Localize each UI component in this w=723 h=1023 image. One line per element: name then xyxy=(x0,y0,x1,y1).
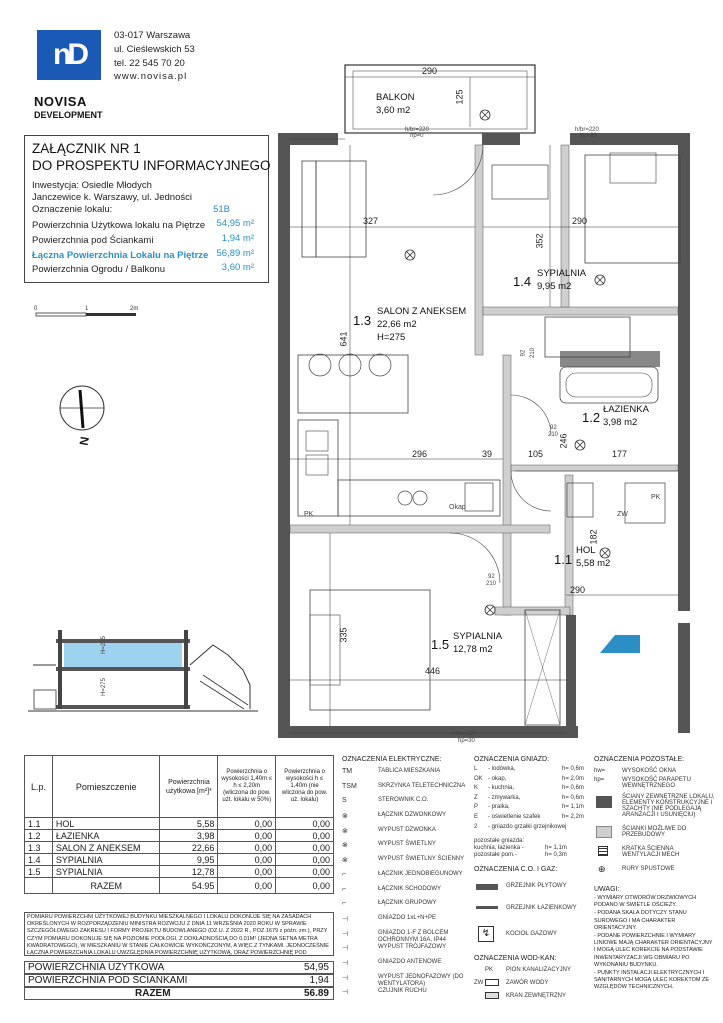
cell-low: 0,00 xyxy=(276,842,334,854)
col-low: Powierzchnia o wysokości h ≤ 1,40m (nie wliczona do pow. uż. lokalu) xyxy=(276,756,334,818)
legend-electrical-text: STEROWNIK C.O. xyxy=(378,797,429,804)
co-gas-boiler: KOCIOŁ GAZOWY xyxy=(506,931,558,937)
legend-electrical-symbol: ⊗ xyxy=(342,827,348,835)
other-partition: ŚCIANKI MOŻLIWE DO PRZEBUDOWY xyxy=(622,826,687,838)
window-bottom-sill: hp=30 xyxy=(458,738,475,744)
room-bed1-area: 9,95 m2 xyxy=(537,281,572,292)
socket-height: h= 2,2m xyxy=(562,813,584,820)
legend-sockets-title: OZNACZENIA GNIAZD: xyxy=(474,756,550,763)
legend-wodkan-title: OZNACZENIA WOD-KAN: xyxy=(474,955,557,962)
cell-usable: 5,58 xyxy=(160,818,218,830)
legend-socket-item xyxy=(474,814,589,824)
other-structural: ŚCIANY ZEWNĘTRZNE LOKALU, ELEMENTY KONSTRUKCYJNE I SZACHTY (NIE PODLEGAJĄ ARANŻACJI I USUNIĘCIU) xyxy=(622,794,715,818)
legend-electrical-text: CZUJNIK RUCHU xyxy=(378,988,427,995)
legend-electrical-text: ŁĄCZNIK DZWONKOWY xyxy=(378,812,447,819)
socket-key: P xyxy=(474,804,479,811)
legend-electrical-text: ŁĄCZNIK JEDNOBIEGUNOWY xyxy=(378,870,463,877)
legend-electrical-item xyxy=(342,812,472,827)
usable-value: 54,95 m² xyxy=(216,218,254,229)
room-bed2-name: SYPIALNIA xyxy=(453,631,503,642)
sum-usable-row xyxy=(24,961,334,974)
legend-electrical-item xyxy=(342,900,472,915)
dim-balcony-height: 125 xyxy=(454,89,465,105)
sockets-rest-kitchen: kuchnia, łazienka - xyxy=(474,845,524,851)
partition-wall-icon xyxy=(596,826,612,838)
legend-electrical-item xyxy=(342,974,472,989)
cell-room: HOL xyxy=(52,818,160,830)
usable-label: Powierzchnia Użytkowa lokalu na Piętrze xyxy=(32,220,206,231)
address-line-2: ul. Cieślewskich 53 xyxy=(114,44,195,55)
brand-name: NOVISA xyxy=(34,94,87,109)
sockets-rest-other-h: h= 0,3m xyxy=(545,852,567,858)
door-width-3: 92 xyxy=(488,574,495,580)
info-title-1: ZAŁĄCZNIK NR 1 xyxy=(32,141,141,156)
legend-socket-item xyxy=(474,824,589,834)
dim-290-bottom: 290 xyxy=(570,585,586,595)
cell-lp: 1.4 xyxy=(25,854,53,866)
room-salon-area: 22,66 m2 xyxy=(377,319,417,330)
legend-electrical-symbol: ⊣ xyxy=(342,974,349,982)
cell-usable: 22,66 xyxy=(160,842,218,854)
door-height-3: 210 xyxy=(486,581,497,587)
socket-desc: - zmywarka, xyxy=(488,794,521,801)
legend-electrical-text: SKRZYNKA TELETECHNICZNA xyxy=(378,782,466,789)
col-room: Pomieszczenie xyxy=(52,756,160,818)
table-total-row xyxy=(25,878,334,894)
legend-co-title: OZNACZENIA C.O. I GAZ: xyxy=(474,866,558,873)
pipe-pk-1: PK xyxy=(304,511,314,518)
total-mid: 0,00 xyxy=(218,878,276,894)
cell-low: 0,00 xyxy=(276,830,334,842)
legend-electrical-text: WYPUST JEDNOFAZOWY (DO WENTYLATORA) xyxy=(378,973,464,987)
water-valve-icon xyxy=(485,979,499,986)
other-vent: KRATKA ŚCIENNA WENTYLACJI MECH xyxy=(622,846,680,858)
structural-wall-icon xyxy=(596,796,612,808)
notes-list xyxy=(594,895,714,993)
legend-sockets xyxy=(474,766,589,833)
socket-key: E xyxy=(474,813,479,820)
socket-height: h= 2,0m xyxy=(562,775,584,782)
window-bottom-height: h/br=190 xyxy=(452,731,476,737)
table-row xyxy=(25,830,334,842)
window-1-height: h/br=220 xyxy=(405,127,429,133)
socket-desc: - oświetlenie szafek xyxy=(488,813,541,820)
legend-electrical-text: ŁĄCZNIK GRUPOWY xyxy=(378,900,437,907)
room-bath-name: ŁAZIENKA xyxy=(603,404,649,415)
room-bed2-number: 1.5 xyxy=(431,637,450,652)
legend-electrical-symbol: ⊣ xyxy=(342,915,349,923)
window-2-height: h/br=220 xyxy=(575,127,599,133)
other-hw-key: hw= xyxy=(594,768,606,774)
dim-352: 352 xyxy=(534,233,545,249)
socket-desc: - gniazdo grzałki grzejnikowej xyxy=(488,823,567,830)
north-label: N xyxy=(76,435,92,447)
legend-electrical-text: WYPUST ŚWIETLNY ŚCIENNY xyxy=(378,856,465,863)
legend-socket-item xyxy=(474,795,589,805)
gas-boiler-icon: ↯ xyxy=(478,926,494,942)
dim-balcony-width: 290 xyxy=(422,66,438,76)
info-title-2: DO PROSPEKTU INFORMACYJNEGO xyxy=(32,158,271,173)
panel-radiator-icon xyxy=(476,884,498,890)
measurement-note: POMIARU POWIERZCHNI UŻYTKOWEJ BUDYNKU MIESZKALNEGO I LOKALU DOKONUJE SIĘ NA ZASADACH OKREŚLONYCH W ROZPORZĄDZENIU MINISTRA ROZWOJU Z DNIA 11 WRZEŚNIA 2020 ROKU W SPRAWIE SZCZEGÓŁOWEGO ZAKRESU I FORMY PROJEKTU BUDOWLANEGO (DZ.U. Z 2022 R., POZ.1679 z późn. zm.), PRZY CZYM POMIARU DOKONUJE SIĘ NA POZIOMIE PODŁOGI, Z DOKŁADNOŚCIĄ DO 0,01M² (JEDNA SETNA METRA KWADRATOWEGO), W MIESZKANIU W STANIE CAŁKOWICIE WYKOŃCZONYM, A WIĘC Z TYNKAMI. JEDNOCZEŚNIE ŁĄCZNA POWIERZCHNIA LOKALU UWZGLĘDNIA POWIERZCHNIĘ UŻYTKOWĄ, ORAZ POWIERZCHNIĘ POD xyxy=(24,912,334,956)
legend-electrical-item xyxy=(342,871,472,886)
dim-446: 446 xyxy=(425,666,441,676)
wodkan-pk-key: PK xyxy=(485,967,494,973)
legend-electrical-symbol: ⊣ xyxy=(342,989,349,997)
notes-title: UWAGI: xyxy=(594,886,620,893)
legend-electrical-symbol: TM xyxy=(342,768,353,775)
dim-177: 177 xyxy=(612,449,628,459)
dim-296: 296 xyxy=(412,449,428,459)
socket-desc: - pralka, xyxy=(488,804,510,811)
investment-name: Inwestycja: Osiedle Młodych xyxy=(32,180,152,191)
note-item: - PODANE POWIERZCHNIE I WYMIARY LINIOWE MAJĄ CHARAKTER ORIENTACYJNY I MOGĄ ULEC KOREKCIE NA PODSTAWIE INWENTARYZACJI WG OBMIARU PO WYKONANIU BUDYNKU. xyxy=(594,933,713,968)
note-item: - PODANA SKALA DOTYCZY STANU SUROWEGO I MA CHARAKTER ORIENTACYJNY. xyxy=(594,910,687,931)
sockets-rest-title: pozostałe gniazda: xyxy=(474,838,525,844)
cell-usable: 9,95 xyxy=(160,854,218,866)
table-row xyxy=(25,854,334,866)
legend-electrical-symbol: TSM xyxy=(342,782,357,790)
dim-641: 641 xyxy=(338,331,349,347)
socket-desc: - lodówka, xyxy=(488,766,516,772)
co-panel-radiator: GRZEJNIK PŁYTOWY xyxy=(506,883,567,889)
scale-0: 0 xyxy=(34,306,38,312)
legend-electrical-symbol: ⊣ xyxy=(342,959,349,967)
scale-1: 1 xyxy=(85,306,89,312)
cell-low: 0,00 xyxy=(276,854,334,866)
cell-lp: 1.5 xyxy=(25,866,53,878)
other-hw: WYSOKOŚĆ OKNA xyxy=(622,768,677,774)
sum-total-label: RAZEM xyxy=(135,988,171,999)
legend-socket-item xyxy=(474,785,589,795)
water-valve-zw: ZW xyxy=(617,511,628,518)
brand-sub: DEVELOPMENT xyxy=(34,110,103,120)
total-label: RAZEM xyxy=(52,878,160,894)
dim-39: 39 xyxy=(482,449,493,459)
room-salon-height: H=275 xyxy=(377,332,406,343)
section-height-upper: H=275 xyxy=(100,636,107,654)
address-line-1: 03-017 Warszawa xyxy=(114,30,191,41)
socket-height: h= 0,6m xyxy=(562,785,584,792)
legend-electrical-symbol: ⌐ xyxy=(342,885,347,893)
sum-total-row xyxy=(24,987,334,1000)
section-height-lower: H=275 xyxy=(100,678,107,696)
wodkan-tap: KRAN ZEWNĘTRZNY xyxy=(506,993,566,999)
cell-lp: 1.1 xyxy=(25,818,53,830)
legend-socket-item xyxy=(474,766,589,776)
legend-electrical-item xyxy=(342,930,472,945)
room-salon-name: SALON Z ANEKSEM xyxy=(377,306,467,317)
cell-room: SYPIALNIA xyxy=(52,866,160,878)
dim-290-top: 290 xyxy=(572,216,588,226)
sum-walls-value: 1,94 xyxy=(309,975,329,986)
vent-grille-icon xyxy=(598,846,608,856)
cell-mid: 0,00 xyxy=(218,830,276,842)
other-hp: WYSOKOŚĆ PARAPETU WEWNĘTRZNEGO xyxy=(622,777,691,789)
cell-room: ŁAZIENKA xyxy=(52,830,160,842)
socket-height: h= 1,1m xyxy=(562,804,584,811)
legend-electrical-text: GNIAZDO 1xL+N+PE xyxy=(378,914,437,921)
balcony-name: BALKON xyxy=(376,92,415,103)
note-item: - PUNKTY INSTALACJI ELEKTRYCZNYCH I SANITARNYCH MOGĄ ULEC KOREKTOM ZE WZGLĘDÓW TECHNICZNYCH. xyxy=(594,970,710,991)
col-usable: Powierzchnia użytkowa [m²]* xyxy=(160,756,218,818)
socket-desc: - kuchnia, xyxy=(488,785,515,792)
building-section-icon xyxy=(28,605,258,720)
table-row xyxy=(25,866,334,878)
sockets-rest-other: pozostałe pom.- xyxy=(474,852,517,858)
novisa-logo: nD xyxy=(37,30,101,80)
legend-electrical-symbol: ⊗ xyxy=(342,857,348,865)
dim-182: 182 xyxy=(588,529,599,545)
legend-electrical-item xyxy=(342,797,472,812)
room-bed1-name: SYPIALNIA xyxy=(537,268,587,279)
legend-electrical-text: TABLICA MIESZKANIA xyxy=(378,768,441,774)
room-area-table xyxy=(24,755,334,894)
legend-electrical-item xyxy=(342,944,472,959)
legend-electrical-text: GNIAZDO ANTENOWE xyxy=(378,958,442,965)
legend-electrical-symbol: ⌐ xyxy=(342,900,347,908)
other-hp-key: hp= xyxy=(594,777,605,783)
legend-electrical-title: OZNACZENIA ELEKTRYCZNE: xyxy=(342,756,442,763)
col-lp: L.p. xyxy=(25,756,53,818)
legend-electrical-item xyxy=(342,768,472,783)
legend-electrical-item xyxy=(342,841,472,856)
dim-105: 105 xyxy=(528,449,544,459)
room-bed1-number: 1.4 xyxy=(513,274,532,289)
legend-electrical-item xyxy=(342,988,472,1003)
garden-value: 3,60 m² xyxy=(221,262,254,273)
sum-usable-label: POWIERZCHNIA UŻYTKOWA xyxy=(28,962,165,973)
downpipe-icon: ⊕ xyxy=(598,864,606,874)
cell-lp: 1.2 xyxy=(25,830,53,842)
legend-electrical-text: WYPUST TRÓJFAZOWY xyxy=(378,944,447,951)
total-value: 56,89 m² xyxy=(216,248,254,259)
total-label: Łączna Powierzchnia Lokalu na Piętrze xyxy=(32,250,209,261)
col-mid: Powierzchnia o wysokości 1,40m ≤ h ≤ 2,20m (wliczona do pow. użt. lokalu w 50%) xyxy=(218,756,276,818)
legend-electrical-item xyxy=(342,915,472,930)
co-bath-radiator: GRZEJNIK ŁAZIENKOWY xyxy=(506,905,577,911)
dim-335: 335 xyxy=(338,627,349,643)
socket-desc: - okap, xyxy=(488,775,507,782)
table-row xyxy=(25,818,334,830)
sum-usable-value: 54,95 xyxy=(303,962,329,973)
legend-electrical xyxy=(342,768,472,1003)
walls-value: 1,94 m² xyxy=(221,233,254,244)
other-downpipe: RURY SPUSTOWE xyxy=(622,866,675,872)
legend-electrical-symbol: ⊗ xyxy=(342,813,348,821)
room-hall-name: HOL xyxy=(576,545,596,556)
legend-electrical-symbol: ⊗ xyxy=(342,842,348,850)
door-width-1: 92 xyxy=(520,349,527,357)
hood-label: Okap xyxy=(449,504,466,511)
legend-electrical-item xyxy=(342,959,472,974)
legend-electrical-symbol: ⌐ xyxy=(342,870,347,878)
socket-key: OK xyxy=(474,775,483,782)
cell-room: SALON Z ANEKSEM xyxy=(52,842,160,854)
total-low: 0,00 xyxy=(276,878,334,894)
cell-usable: 3,98 xyxy=(160,830,218,842)
room-hall-number: 1.1 xyxy=(554,552,573,567)
legend-electrical-item xyxy=(342,783,472,798)
cell-mid: 0,00 xyxy=(218,854,276,866)
door-height-1: 210 xyxy=(530,347,537,359)
legend-electrical-text: WYPUST ŚWIETLNY xyxy=(378,841,436,848)
room-bath-number: 1.2 xyxy=(582,410,601,425)
note-item: - WYMIARY OTWORÓW DRZWIOWYCH PODANO W ŚWIETLE OŚCIEŻY. xyxy=(594,895,697,909)
pipe-pk-2: PK xyxy=(651,494,661,501)
window-1-sill: hp=0 xyxy=(410,133,424,139)
legend-socket-item xyxy=(474,804,589,814)
socket-key: Z xyxy=(474,794,478,801)
garden-label: Powierzchnia Ogrodu / Balkonu xyxy=(32,264,166,275)
scale-2: 2m xyxy=(130,306,139,312)
wodkan-zw: ZAWÓR WODY xyxy=(506,980,549,986)
wodkan-pk: PION KANALIZACYJNY xyxy=(506,967,572,973)
outdoor-tap-icon xyxy=(485,992,499,999)
legend-electrical-symbol: ⊣ xyxy=(342,930,349,938)
sum-walls-label: POWIERZCHNIA POD ŚCIANKAMI xyxy=(28,975,188,986)
legend-electrical-item xyxy=(342,856,472,871)
website-link[interactable]: www.novisa.pl xyxy=(114,71,188,82)
cell-usable: 12,78 xyxy=(160,866,218,878)
room-salon-number: 1.3 xyxy=(353,313,372,328)
dim-327: 327 xyxy=(363,216,379,226)
legend-electrical-item xyxy=(342,886,472,901)
legend-electrical-text: GNIAZDO 1-F Z BOLCEM OCHRONNYM 16A, IP44 xyxy=(378,929,449,943)
legend-other-title: OZNACZENIA POZOSTAŁE: xyxy=(594,756,685,763)
cell-mid: 0,00 xyxy=(218,866,276,878)
dim-246: 246 xyxy=(558,433,569,449)
door-width-2: 92 xyxy=(550,425,557,431)
socket-key: K xyxy=(474,785,479,792)
unit-value: 51B xyxy=(213,204,230,215)
room-hall-area: 5,58 m2 xyxy=(576,558,611,569)
cell-mid: 0,00 xyxy=(218,818,276,830)
cell-low: 0,00 xyxy=(276,818,334,830)
legend-electrical-text: ŁĄCZNIK SCHODOWY xyxy=(378,885,442,892)
bath-radiator-icon xyxy=(476,906,498,909)
cell-lp: 1.3 xyxy=(25,842,53,854)
phone: tel. 22 545 70 20 xyxy=(114,58,185,69)
legend-socket-item xyxy=(474,776,589,786)
socket-key: 2 xyxy=(474,823,478,830)
sum-walls-row xyxy=(24,974,334,987)
sum-total-value: 56.89 xyxy=(303,988,329,999)
socket-key: L xyxy=(474,766,478,772)
window-2-sill: hp=80 xyxy=(580,133,597,139)
cell-mid: 0,00 xyxy=(218,842,276,854)
table-row xyxy=(25,842,334,854)
cell-room: SYPIALNIA xyxy=(52,854,160,866)
legend-electrical-text: WYPUST DZWONKA xyxy=(378,826,436,833)
socket-height: h= 0,6m xyxy=(562,766,584,772)
legend-electrical-item xyxy=(342,827,472,842)
balcony-area: 3,60 m2 xyxy=(376,105,411,116)
legend-electrical-symbol: S xyxy=(342,797,347,805)
sockets-rest-kitchen-h: h= 1,1m xyxy=(545,845,567,851)
walls-label: Powierzchnia pod Ściankami xyxy=(32,235,154,246)
room-bath-area: 3,98 m2 xyxy=(603,417,638,428)
wodkan-zw-key: ZW xyxy=(474,980,484,986)
door-height-2: 210 xyxy=(548,432,559,438)
unit-label: Oznaczenie lokalu: xyxy=(32,204,113,215)
socket-height: h= 0,6m xyxy=(562,794,584,801)
room-bed2-area: 12,78 m2 xyxy=(453,644,493,655)
cell-low: 0,00 xyxy=(276,866,334,878)
investment-address: Janczewice k. Warszawy, ul. Jedności xyxy=(32,192,192,203)
total-usable: 54.95 xyxy=(160,878,218,894)
legend-electrical-symbol: ⊣ xyxy=(342,945,349,953)
